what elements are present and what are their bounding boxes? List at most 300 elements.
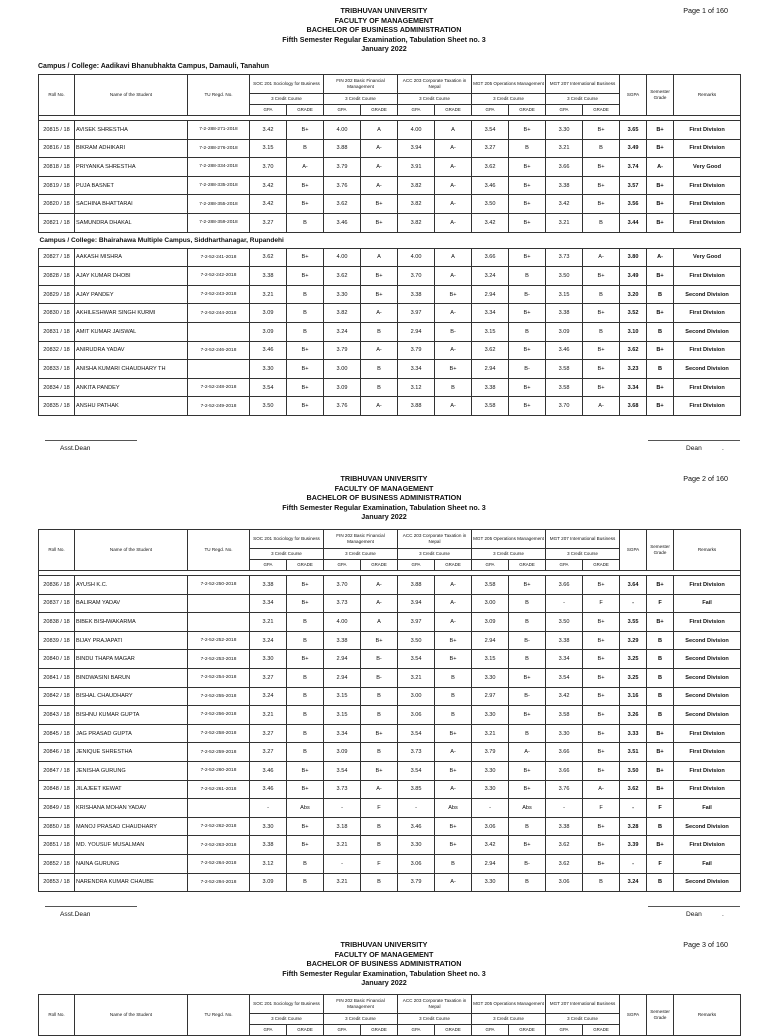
student-row [39,854,741,873]
gpa-cell: 3.76 [546,780,583,799]
grade-header: GRADE [287,560,324,571]
grade-cell: A- [361,176,398,195]
semester-grade-cell: B+ [647,195,674,214]
student-name: ANISHA KUMARI CHAUDHARY TH [75,360,188,379]
grade-cell: A [435,121,472,140]
student-name: ANSHU PATHAK [75,397,188,416]
credit-header: 3 Credit Course [472,1014,546,1025]
grade-cell: B+ [583,761,620,780]
student-row [39,836,741,855]
campus-label: Campus / College: Bhairahawa Multiple Campus, Siddharthanagar, Rupandehi [39,232,741,248]
grade-cell: B+ [361,631,398,650]
gpa-cell: 2.94 [398,322,435,341]
student-row [39,613,741,632]
gpa-cell: 3.38 [324,631,361,650]
gpa-cell: 4.00 [324,613,361,632]
remarks-cell: First Division [674,397,741,416]
gpa-cell: 3.42 [546,687,583,706]
gpa-cell: 3.54 [398,650,435,669]
grade-cell: A- [435,576,472,595]
student-row [39,322,741,341]
gpa-cell: 3.70 [546,397,583,416]
gpa-header: GPA [250,1025,287,1036]
sgpa-cell: 3.57 [620,176,647,195]
gpa-cell: 3.24 [324,322,361,341]
gpa-cell: 3.00 [472,594,509,613]
regd-no: 7-2-52-248-2018 [188,378,250,397]
grade-cell: B [435,687,472,706]
grade-cell: A- [435,213,472,232]
remarks-cell: First Division [674,195,741,214]
grade-cell: A [361,248,398,267]
grade-cell: B [583,873,620,892]
gpa-cell: 3.15 [324,687,361,706]
gpa-cell: 3.91 [398,158,435,177]
roll-no: 20852 / 18 [39,854,75,873]
semester-grade-cell: B+ [647,613,674,632]
grade-cell: B [583,285,620,304]
sgpa-cell: 3.51 [620,743,647,762]
grade-header: GRADE [509,560,546,571]
gpa-cell: 3.21 [398,668,435,687]
gpa-cell: 3.70 [324,576,361,595]
remarks-cell: First Division [674,121,741,140]
roll-no: 20839 / 18 [39,631,75,650]
gpa-cell: 3.38 [546,176,583,195]
gpa-cell: 3.82 [398,195,435,214]
student-name: BINDWASINI BARUN [75,668,188,687]
student-row [39,631,741,650]
course-header: MGT 205 Operations Management [472,995,546,1014]
grade-header: GRADE [509,1025,546,1036]
sgpa-cell: 3.25 [620,668,647,687]
student-row [39,594,741,613]
credit-header: 3 Credit Course [398,1014,472,1025]
student-name: BIJAY PRAJAPATI [75,631,188,650]
gpa-cell: 3.54 [472,121,509,140]
roll-no: 20836 / 18 [39,576,75,595]
gpa-cell: - [398,799,435,818]
grade-cell: B+ [509,176,546,195]
gpa-cell: 3.79 [324,158,361,177]
grade-cell: B+ [287,378,324,397]
remarks-cell: Second Division [674,322,741,341]
regd-no: 7-2-52-243-2018 [188,285,250,304]
gpa-cell: 3.46 [250,761,287,780]
grade-cell: F [361,854,398,873]
grade-header: GRADE [361,105,398,116]
gpa-cell: - [546,799,583,818]
student-name: MANOJ PRASAD CHAUDHARY [75,817,188,836]
gpa-cell: 3.58 [472,576,509,595]
grade-cell: F [361,799,398,818]
header-faculty: FACULTY OF MANAGEMENT [334,15,434,25]
regd-no: 7-2-52-250-2018 [188,576,250,595]
student-name: JILAJEET KEWAT [75,780,188,799]
gpa-cell: 3.66 [546,158,583,177]
course-header: SOC 201 Sociology for Business [250,75,324,94]
grade-cell: B+ [435,285,472,304]
grade-cell: A- [361,304,398,323]
gpa-cell: 3.24 [250,687,287,706]
gpa-header: GPA [546,1025,583,1036]
sgpa-cell: 3.28 [620,817,647,836]
grade-cell: B+ [509,341,546,360]
gpa-cell: 3.09 [324,378,361,397]
gpa-cell: 3.21 [250,706,287,725]
gpa-header: GPA [250,105,287,116]
roll-no: 20835 / 18 [39,397,75,416]
semester-grade-cell: F [647,854,674,873]
semester-grade-cell: F [647,799,674,818]
semester-grade-cell: B [647,631,674,650]
regd-no [188,799,250,818]
gpa-cell: 3.38 [250,267,287,286]
gpa-cell: 3.09 [250,873,287,892]
sgpa-cell: 3.55 [620,613,647,632]
header-date: January 2022 [361,512,407,522]
regd-header: TU Regd. No. [188,75,250,116]
gpa-cell: 2.94 [324,668,361,687]
grade-header: GRADE [583,560,620,571]
gpa-cell: 3.00 [324,360,361,379]
remarks-cell: First Division [674,378,741,397]
grade-cell: B+ [583,650,620,669]
tabulation-table [38,529,741,892]
grade-cell: B [287,322,324,341]
gpa-cell: 3.73 [398,743,435,762]
gpa-cell: 3.38 [398,285,435,304]
student-name: NARENDRA KUMAR CHAUBE [75,873,188,892]
grade-cell: B+ [509,397,546,416]
grade-cell: B [287,668,324,687]
grade-cell: B+ [509,213,546,232]
roll-no: 20831 / 18 [39,322,75,341]
grade-header: GRADE [583,1025,620,1036]
grade-cell: B+ [287,576,324,595]
remarks-cell: Very Good [674,158,741,177]
remarks-cell: First Division [674,176,741,195]
grade-cell: B+ [361,724,398,743]
roll-no: 20821 / 18 [39,213,75,232]
grade-cell: B+ [287,176,324,195]
regd-no: 7-2-52-244-2018 [188,304,250,323]
regd-no: 7-2-52-241-2018 [188,248,250,267]
regd-no: 7-2-52-294-2018 [188,873,250,892]
student-name: PUJA BASNET [75,176,188,195]
grade-cell: B+ [509,706,546,725]
grade-cell: B+ [287,341,324,360]
grade-cell: A- [509,743,546,762]
roll-no: 20819 / 18 [39,176,75,195]
gpa-cell: 3.42 [546,195,583,214]
grade-cell: B [361,360,398,379]
gpa-cell: 3.34 [398,360,435,379]
student-name: SAMUNDRA DHAKAL [75,213,188,232]
grade-cell: B+ [583,176,620,195]
remarks-cell: First Division [674,267,741,286]
grade-cell: B+ [361,285,398,304]
regd-no [188,322,250,341]
credit-header: 3 Credit Course [324,94,398,105]
sgpa-cell: 3.39 [620,836,647,855]
gpa-cell: 3.58 [546,706,583,725]
remarks-cell: Fail [674,799,741,818]
sgpa-cell: 3.56 [620,195,647,214]
semester-grade-cell: B [647,650,674,669]
remarks-cell: First Division [674,341,741,360]
gpa-cell: 3.62 [324,267,361,286]
grade-cell: B+ [583,706,620,725]
student-row [39,724,741,743]
gpa-cell: 3.46 [250,780,287,799]
sgpa-cell: 3.44 [620,213,647,232]
grade-cell: B [361,687,398,706]
sgpa-cell: 3.68 [620,397,647,416]
semester-grade-cell: B [647,687,674,706]
regd-header: TU Regd. No. [188,995,250,1036]
gpa-cell: 3.73 [324,594,361,613]
student-row [39,706,741,725]
regd-no: 7-2-288-359-2018 [188,213,250,232]
gpa-cell: 3.70 [398,267,435,286]
gpa-cell: 3.30 [472,668,509,687]
remarks-cell: Second Division [674,706,741,725]
remarks-cell: First Division [674,724,741,743]
grade-cell: B- [509,854,546,873]
student-row [39,743,741,762]
grade-cell: B+ [287,594,324,613]
header-row-courses [39,995,741,1014]
gpa-cell: 3.66 [546,576,583,595]
grade-cell: Abs [509,799,546,818]
header-university: TRIBHUVAN UNIVERSITY [340,6,428,15]
gpa-header: GPA [546,560,583,571]
sgpa-cell: 3.52 [620,304,647,323]
gpa-header: GPA [398,1025,435,1036]
grade-cell: B [287,706,324,725]
credit-header: 3 Credit Course [250,1014,324,1025]
gpa-cell: 3.30 [472,706,509,725]
roll-no: 20829 / 18 [39,285,75,304]
grade-cell: B+ [287,360,324,379]
grade-cell: A- [435,158,472,177]
page-header [0,6,768,54]
semester-grade-header: Semester Grade [647,75,674,116]
semester-grade-cell: B+ [647,724,674,743]
grade-cell: B+ [583,817,620,836]
gpa-cell: 3.15 [546,285,583,304]
regd-no: 7-2-52-253-2018 [188,650,250,669]
semester-grade-cell: B [647,873,674,892]
name-header: Name of the Student [75,75,188,116]
student-name: AVISEK SHRESTHA [75,121,188,140]
gpa-cell: 3.27 [472,139,509,158]
semester-grade-cell: B+ [647,341,674,360]
gpa-cell: 3.88 [398,576,435,595]
remarks-cell: Second Division [674,650,741,669]
sgpa-cell: 3.33 [620,724,647,743]
grade-cell: B+ [583,613,620,632]
gpa-cell: 3.50 [398,631,435,650]
sgpa-header: SGPA [620,530,647,571]
grade-cell: B+ [435,631,472,650]
roll-no: 20832 / 18 [39,341,75,360]
semester-grade-cell: B+ [647,213,674,232]
gpa-cell: 3.38 [472,378,509,397]
regd-no: 7-2-288-276-2018 [188,139,250,158]
sgpa-cell: 3.80 [620,248,647,267]
remarks-cell: First Division [674,213,741,232]
grade-cell: A [361,613,398,632]
sgpa-cell: 3.62 [620,780,647,799]
semester-grade-cell: B+ [647,176,674,195]
semester-grade-cell: B [647,360,674,379]
credit-header: 3 Credit Course [324,549,398,560]
semester-grade-cell: B [647,706,674,725]
student-name: JENIQUE SHRESTHA [75,743,188,762]
gpa-cell: 3.38 [546,304,583,323]
semester-grade-cell: B+ [647,139,674,158]
semester-grade-header: Semester Grade [647,995,674,1036]
header-row-courses [39,530,741,549]
gpa-cell: 3.97 [398,304,435,323]
credit-header: 3 Credit Course [472,94,546,105]
header-exam: Fifth Semester Regular Examination, Tabulation Sheet no. 3 [282,34,486,44]
gpa-cell: 3.70 [250,158,287,177]
grade-cell: B+ [361,761,398,780]
gpa-cell: 4.00 [324,248,361,267]
roll-header: Roll No. [39,530,75,571]
roll-no: 20841 / 18 [39,668,75,687]
sgpa-cell: 3.49 [620,267,647,286]
semester-grade-header: Semester Grade [647,530,674,571]
student-name: NAINA GURUNG [75,854,188,873]
student-row [39,158,741,177]
regd-no: 7-2-288-355-2018 [188,195,250,214]
gpa-header: GPA [324,560,361,571]
regd-no: 7-2-288-334-2018 [188,158,250,177]
gpa-cell: 3.15 [472,650,509,669]
course-header: MGT 207 International Business [546,75,620,94]
signature-line-right [648,440,740,441]
grade-cell: B [361,378,398,397]
gpa-cell: 3.66 [546,761,583,780]
grade-cell: B+ [583,304,620,323]
sgpa-cell: 3.50 [620,761,647,780]
regd-no: 7-2-52-258-2018 [188,724,250,743]
sgpa-cell: 3.65 [620,121,647,140]
gpa-cell: 3.34 [546,650,583,669]
gpa-cell: 3.12 [250,854,287,873]
header-date: January 2022 [361,44,407,54]
gpa-cell: 3.58 [472,397,509,416]
grade-cell: B+ [435,761,472,780]
gpa-cell: 3.73 [324,780,361,799]
remarks-cell: First Division [674,304,741,323]
course-header: MGT 205 Operations Management [472,530,546,549]
gpa-cell: 3.88 [398,397,435,416]
roll-no: 20846 / 18 [39,743,75,762]
course-header: ACC 203 Corporate Taxation in Nepal [398,75,472,94]
grade-cell: B+ [509,668,546,687]
student-name: BINDU THAPA MAGAR [75,650,188,669]
gpa-cell: 3.15 [250,139,287,158]
gpa-cell: 3.06 [472,817,509,836]
gpa-cell: 3.54 [250,378,287,397]
remarks-cell: Second Division [674,873,741,892]
grade-cell: B+ [509,780,546,799]
grade-cell: B+ [583,668,620,687]
gpa-cell: 3.30 [546,724,583,743]
gpa-cell: 4.00 [324,121,361,140]
semester-grade-cell: B+ [647,397,674,416]
grade-cell: B+ [287,650,324,669]
tabulation-table [38,994,741,1036]
gpa-cell: 3.34 [250,594,287,613]
gpa-cell: 3.50 [546,267,583,286]
semester-grade-cell: B+ [647,780,674,799]
gpa-cell: 2.94 [472,854,509,873]
student-row [39,267,741,286]
gpa-cell: 3.21 [546,139,583,158]
header-university: TRIBHUVAN UNIVERSITY [340,474,428,483]
semester-grade-cell: B+ [647,378,674,397]
roll-no: 20840 / 18 [39,650,75,669]
gpa-cell: 3.54 [324,761,361,780]
gpa-cell: 3.12 [398,378,435,397]
gpa-cell: 3.42 [250,195,287,214]
grade-cell: B [287,304,324,323]
roll-no: 20834 / 18 [39,378,75,397]
gpa-cell: 3.76 [324,397,361,416]
grade-cell: B [509,594,546,613]
roll-no: 20845 / 18 [39,724,75,743]
grade-cell: B+ [583,836,620,855]
regd-no: 7-2-52-259-2018 [188,743,250,762]
grade-cell: B+ [287,267,324,286]
grade-cell: B [583,322,620,341]
dean-signature: Dean [686,911,702,918]
gpa-cell: 3.82 [398,176,435,195]
semester-grade-cell: B+ [647,576,674,595]
regd-no: 7-2-288-335-2018 [188,176,250,195]
page-number: Page 3 of 160 [683,940,728,949]
student-row [39,576,741,595]
grade-cell: A- [435,341,472,360]
sgpa-cell: 3.25 [620,650,647,669]
sgpa-header: SGPA [620,995,647,1036]
header-row-courses [39,75,741,94]
roll-no: 20828 / 18 [39,267,75,286]
header-exam: Fifth Semester Regular Examination, Tabulation Sheet no. 3 [282,502,486,512]
gpa-cell: 3.58 [546,378,583,397]
regd-no: 7-2-52-262-2018 [188,817,250,836]
gpa-cell: 3.46 [472,176,509,195]
gpa-cell: 2.97 [472,687,509,706]
grade-cell: B [287,139,324,158]
gpa-cell: 3.54 [398,724,435,743]
gpa-cell: 3.27 [250,213,287,232]
grade-cell: B [287,873,324,892]
signature-line-right [648,906,740,907]
student-row [39,817,741,836]
gpa-cell: 3.94 [398,139,435,158]
gpa-header: GPA [324,105,361,116]
grade-cell: B [583,139,620,158]
grade-cell: B+ [583,687,620,706]
gpa-cell: 3.34 [324,724,361,743]
